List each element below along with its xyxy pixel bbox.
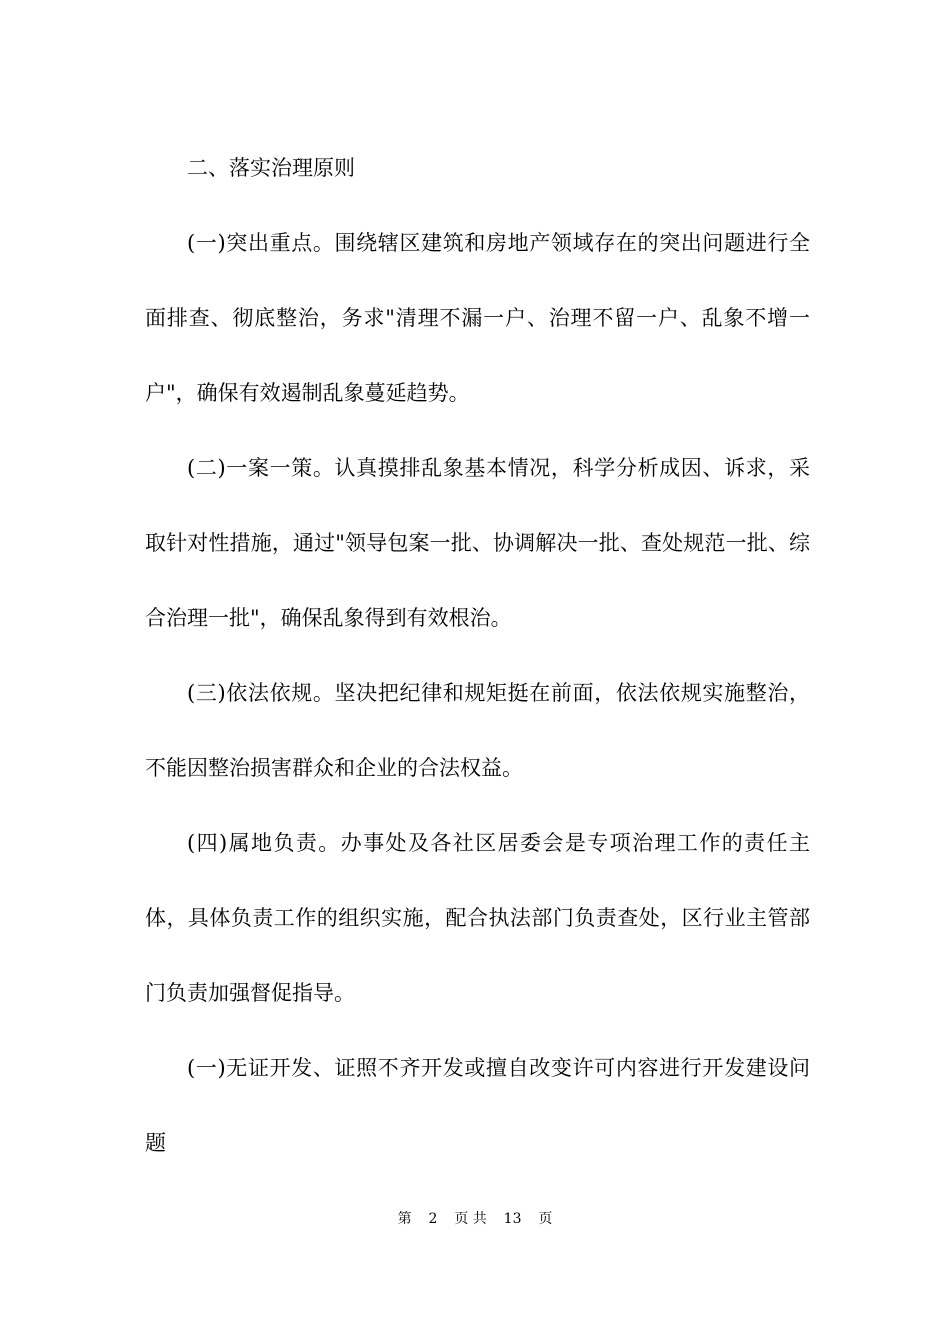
paragraph-principle-4: (四)属地负责。办事处及各社区居委会是专项治理工作的责任主体，具体负责工作的组织实施，配合执法部门负责查处，区行业主管部门负责加强督促指导。: [145, 831, 810, 1005]
footer-total-pages: 13: [503, 1211, 522, 1227]
footer-middle: 页 共: [454, 1211, 487, 1227]
footer-suffix: 页: [538, 1211, 553, 1227]
page-footer: [0, 1209, 950, 1229]
paragraph-principle-3: (三)依法依规。坚决把纪律和规矩挺在前面，依法依规实施整治，不能因整治损害群众和企业的合法权益。: [145, 681, 810, 780]
document-body: [145, 131, 810, 1181]
section-heading: 二、落实治理原则: [187, 156, 355, 180]
paragraph-issue-1: (一)无证开发、证照不齐开发或擅自改变许可内容进行开发建设问题: [145, 1056, 810, 1155]
footer-current-page: 2: [428, 1211, 438, 1227]
paragraph-principle-1: (一)突出重点。围绕辖区建筑和房地产领域存在的突出问题进行全面排查、彻底整治，务求"清理不漏一户、治理不留一户、乱象不增一户"，确保有效遏制乱象蔓延趋势。: [145, 231, 810, 405]
footer-prefix: 第: [397, 1211, 412, 1227]
paragraph-principle-2: (二)一案一策。认真摸排乱象基本情况，科学分析成因、诉求，采取针对性措施，通过"领导包案一批、协调解决一批、查处规范一批、综合治理一批"，确保乱象得到有效根治。: [145, 456, 810, 630]
